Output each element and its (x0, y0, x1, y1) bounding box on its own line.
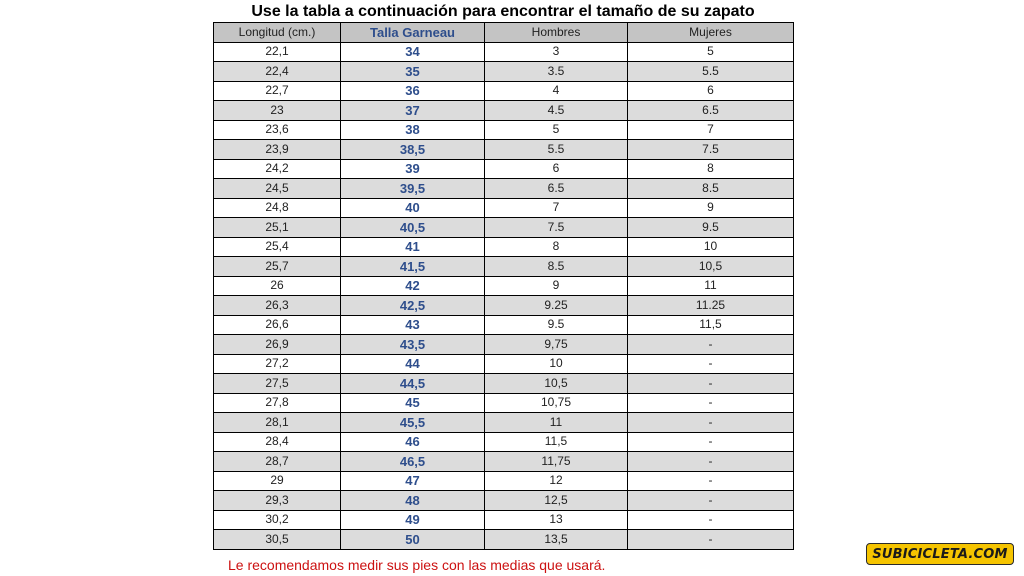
cell-hombres: 10,5 (485, 374, 628, 394)
cell-talla-garneau: 48 (341, 491, 485, 511)
cell-talla-garneau: 43 (341, 315, 485, 335)
cell-mujeres: - (628, 452, 794, 472)
cell-hombres: 13,5 (485, 530, 628, 550)
cell-mujeres: - (628, 413, 794, 433)
cell-talla-garneau: 50 (341, 530, 485, 550)
cell-mujeres: - (628, 393, 794, 413)
cell-talla-garneau: 47 (341, 471, 485, 491)
cell-longitud: 26 (214, 276, 341, 296)
logo-text: SUBICICLETA.COM (872, 546, 1008, 562)
table-row (214, 257, 794, 277)
table-row (214, 276, 794, 296)
table-row (214, 81, 794, 101)
table-row (214, 42, 794, 62)
header-talla-garneau: Talla Garneau (341, 23, 485, 43)
cell-longitud: 25,7 (214, 257, 341, 277)
cell-mujeres: - (628, 374, 794, 394)
table-row (214, 218, 794, 238)
cell-mujeres: 11 (628, 276, 794, 296)
cell-hombres: 7 (485, 198, 628, 218)
cell-longitud: 30,2 (214, 510, 341, 530)
cell-mujeres: 6 (628, 81, 794, 101)
table-row (214, 491, 794, 511)
header-mujeres: Mujeres (628, 23, 794, 43)
cell-talla-garneau: 38 (341, 120, 485, 140)
cell-hombres: 8.5 (485, 257, 628, 277)
cell-longitud: 24,8 (214, 198, 341, 218)
cell-hombres: 3 (485, 42, 628, 62)
cell-longitud: 28,1 (214, 413, 341, 433)
cell-hombres: 6.5 (485, 179, 628, 199)
shoe-size-table (213, 22, 794, 550)
cell-mujeres: - (628, 510, 794, 530)
cell-talla-garneau: 46 (341, 432, 485, 452)
cell-longitud: 28,7 (214, 452, 341, 472)
cell-longitud: 22,4 (214, 62, 341, 82)
cell-hombres: 8 (485, 237, 628, 257)
table-row (214, 471, 794, 491)
cell-hombres: 3.5 (485, 62, 628, 82)
cell-mujeres: - (628, 471, 794, 491)
cell-longitud: 27,8 (214, 393, 341, 413)
cell-talla-garneau: 45,5 (341, 413, 485, 433)
table-row (214, 393, 794, 413)
cell-mujeres: - (628, 491, 794, 511)
cell-mujeres: 11.25 (628, 296, 794, 316)
cell-mujeres: 7 (628, 120, 794, 140)
header-longitud: Longitud (cm.) (214, 23, 341, 43)
table-row (214, 140, 794, 160)
cell-hombres: 5.5 (485, 140, 628, 160)
cell-hombres: 10 (485, 354, 628, 374)
page-title: Use la tabla a continuación para encontrar el tamaño de su zapato (251, 3, 755, 20)
cell-mujeres: 10 (628, 237, 794, 257)
cell-hombres: 9.5 (485, 315, 628, 335)
cell-hombres: 12,5 (485, 491, 628, 511)
cell-talla-garneau: 49 (341, 510, 485, 530)
cell-longitud: 26,3 (214, 296, 341, 316)
cell-mujeres: 6.5 (628, 101, 794, 121)
cell-hombres: 12 (485, 471, 628, 491)
cell-longitud: 27,5 (214, 374, 341, 394)
cell-talla-garneau: 38,5 (341, 140, 485, 160)
cell-mujeres: - (628, 335, 794, 355)
table-row (214, 101, 794, 121)
cell-talla-garneau: 34 (341, 42, 485, 62)
table-header-row (214, 23, 794, 43)
cell-longitud: 30,5 (214, 530, 341, 550)
cell-mujeres: - (628, 530, 794, 550)
table-row (214, 296, 794, 316)
cell-hombres: 11 (485, 413, 628, 433)
cell-mujeres: 8 (628, 159, 794, 179)
cell-mujeres: 5 (628, 42, 794, 62)
cell-talla-garneau: 39 (341, 159, 485, 179)
cell-talla-garneau: 44,5 (341, 374, 485, 394)
cell-talla-garneau: 45 (341, 393, 485, 413)
cell-talla-garneau: 41,5 (341, 257, 485, 277)
cell-mujeres: 9.5 (628, 218, 794, 238)
cell-talla-garneau: 41 (341, 237, 485, 257)
cell-mujeres: 5.5 (628, 62, 794, 82)
cell-talla-garneau: 36 (341, 81, 485, 101)
cell-talla-garneau: 44 (341, 354, 485, 374)
table-body (214, 42, 794, 549)
cell-longitud: 24,5 (214, 179, 341, 199)
table-row (214, 198, 794, 218)
recommendation-note: Le recomendamos medir sus pies con las medias que usará. (228, 557, 606, 573)
cell-longitud: 25,4 (214, 237, 341, 257)
cell-mujeres: - (628, 432, 794, 452)
cell-mujeres: 10,5 (628, 257, 794, 277)
cell-hombres: 9,75 (485, 335, 628, 355)
cell-longitud: 25,1 (214, 218, 341, 238)
cell-longitud: 29 (214, 471, 341, 491)
cell-talla-garneau: 42,5 (341, 296, 485, 316)
cell-longitud: 23,9 (214, 140, 341, 160)
cell-talla-garneau: 39,5 (341, 179, 485, 199)
table-row (214, 179, 794, 199)
cell-hombres: 7.5 (485, 218, 628, 238)
table-row (214, 530, 794, 550)
cell-mujeres: 11,5 (628, 315, 794, 335)
table-row (214, 510, 794, 530)
table-row (214, 315, 794, 335)
cell-talla-garneau: 37 (341, 101, 485, 121)
cell-talla-garneau: 43,5 (341, 335, 485, 355)
cell-longitud: 28,4 (214, 432, 341, 452)
cell-longitud: 29,3 (214, 491, 341, 511)
cell-talla-garneau: 40,5 (341, 218, 485, 238)
cell-longitud: 24,2 (214, 159, 341, 179)
cell-hombres: 5 (485, 120, 628, 140)
table-row (214, 413, 794, 433)
cell-longitud: 27,2 (214, 354, 341, 374)
table-row (214, 432, 794, 452)
cell-hombres: 4 (485, 81, 628, 101)
cell-hombres: 10,75 (485, 393, 628, 413)
header-hombres: Hombres (485, 23, 628, 43)
subicicleta-logo[interactable] (866, 543, 1014, 565)
cell-mujeres: 9 (628, 198, 794, 218)
table-row (214, 237, 794, 257)
table-row (214, 159, 794, 179)
cell-hombres: 13 (485, 510, 628, 530)
cell-longitud: 26,6 (214, 315, 341, 335)
cell-hombres: 11,5 (485, 432, 628, 452)
table-row (214, 335, 794, 355)
cell-talla-garneau: 46,5 (341, 452, 485, 472)
cell-longitud: 23 (214, 101, 341, 121)
table-row (214, 452, 794, 472)
cell-talla-garneau: 42 (341, 276, 485, 296)
table-row (214, 354, 794, 374)
cell-talla-garneau: 40 (341, 198, 485, 218)
cell-hombres: 11,75 (485, 452, 628, 472)
cell-longitud: 26,9 (214, 335, 341, 355)
table-row (214, 374, 794, 394)
cell-mujeres: - (628, 354, 794, 374)
table-row (214, 120, 794, 140)
cell-hombres: 4.5 (485, 101, 628, 121)
cell-hombres: 9.25 (485, 296, 628, 316)
table-row (214, 62, 794, 82)
cell-mujeres: 8.5 (628, 179, 794, 199)
cell-longitud: 23,6 (214, 120, 341, 140)
cell-hombres: 6 (485, 159, 628, 179)
cell-longitud: 22,1 (214, 42, 341, 62)
cell-talla-garneau: 35 (341, 62, 485, 82)
cell-mujeres: 7.5 (628, 140, 794, 160)
cell-hombres: 9 (485, 276, 628, 296)
cell-longitud: 22,7 (214, 81, 341, 101)
